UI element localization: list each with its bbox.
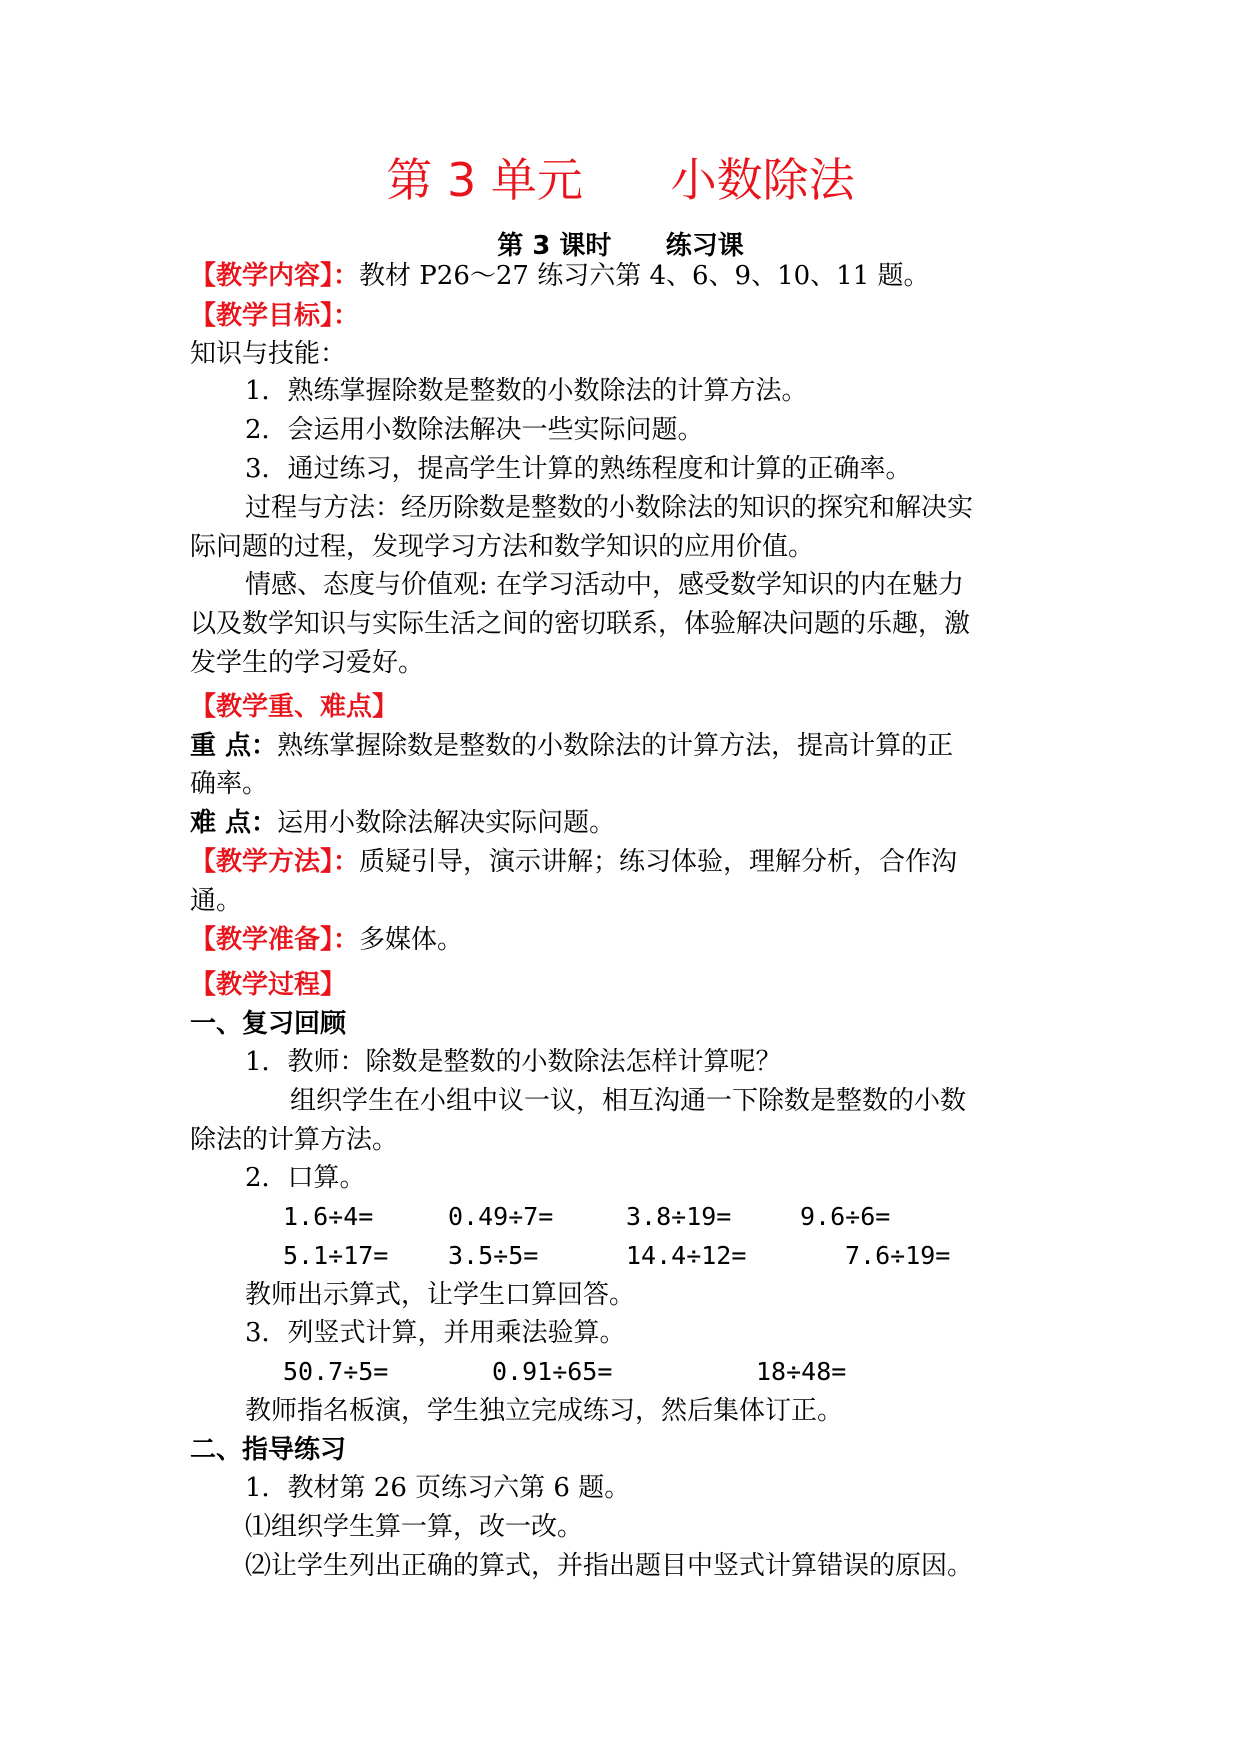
emotion-line-2: 以及数学知识与实际生活之间的密切联系，体验解决问题的乐趣，激 <box>190 609 971 639</box>
teaching-content-line <box>190 257 930 295</box>
vertical-exercise: 0.91÷65= <box>492 1357 613 1386</box>
vertical-note: 教师指名板演，学生独立完成练习，然后集体订正。 <box>245 1396 844 1426</box>
goal-item-3: 3．通过练习，提高学生计算的熟练程度和计算的正确率。 <box>245 454 912 484</box>
difficult-point-label: 难 点： <box>190 808 278 838</box>
oral-exercise: 1.6÷4= <box>283 1202 374 1231</box>
teaching-prep-label: 【教学准备】： <box>190 925 360 955</box>
review-item-1: 1．教师：除数是整数的小数除法怎样计算呢？ <box>245 1047 782 1077</box>
oral-exercise: 3.8÷19= <box>626 1202 732 1231</box>
oral-exercise: 14.4÷12= <box>626 1241 747 1270</box>
review-item-2: 2．口算。 <box>245 1163 366 1193</box>
oral-exercise: 0.49÷7= <box>448 1202 554 1231</box>
vertical-exercise: 18÷48= <box>756 1357 847 1386</box>
goal-item-1: 1．熟练掌握除数是整数的小数除法的计算方法。 <box>245 376 808 406</box>
oral-exercise: 5.1÷17= <box>283 1241 389 1270</box>
review-item-1-line-3: 除法的计算方法。 <box>190 1125 399 1155</box>
key-point-line-1: 重 点：熟练掌握除数是整数的小数除法的计算方法，提高计算的正 <box>190 731 954 761</box>
emotion-line-3: 发学生的学习爱好。 <box>190 648 425 678</box>
practice-item-1: 1．教材第 26 页练习六第 6 题。 <box>245 1473 631 1503</box>
key-point-line-2: 确率。 <box>190 769 269 799</box>
teaching-prep-line: 【教学准备】：多媒体。 <box>190 925 464 955</box>
process-method-line-2: 际问题的过程，发现学习方法和数学知识的应用价值。 <box>190 532 815 562</box>
section-practice-heading: 二、指导练习 <box>190 1435 347 1465</box>
teaching-method-label: 【教学方法】： <box>190 847 360 877</box>
review-item-3: 3．列竖式计算，并用乘法验算。 <box>245 1318 626 1348</box>
oral-note: 教师出示算式，让学生口算回答。 <box>245 1280 636 1310</box>
unit-title: 第 3 单元 小数除法 <box>386 153 855 207</box>
knowledge-heading: 知识与技能： <box>190 339 347 369</box>
process-method-line-1: 过程与方法：经历除数是整数的小数除法的知识的探究和解决实 <box>245 493 974 523</box>
teaching-process-label: 【教学过程】 <box>190 970 347 1000</box>
emotion-line-1: 情感、态度与价值观: 在学习活动中，感受数学知识的内在魅力 <box>245 570 965 600</box>
goal-item-2: 2．会运用小数除法解决一些实际问题。 <box>245 415 704 445</box>
practice-sub-2: ⑵让学生列出正确的算式，并指出题目中竖式计算错误的原因。 <box>245 1551 974 1581</box>
teaching-goals-label: 【教学目标】： <box>190 301 360 331</box>
keypoints-label: 【教学重、难点】 <box>190 692 399 722</box>
oral-exercise: 9.6÷6= <box>800 1202 891 1231</box>
difficult-point-line: 难 点：运用小数除法解决实际问题。 <box>190 808 616 838</box>
vertical-exercise: 50.7÷5= <box>283 1357 389 1386</box>
teaching-content-text: 教材 P26～27 练习六第 4、6、9、10、11 题。 <box>359 261 930 291</box>
practice-sub-1: ⑴组织学生算一算，改一改。 <box>245 1512 584 1542</box>
section-review-heading: 一、复习回顾 <box>190 1009 347 1039</box>
key-point-label: 重 点： <box>190 731 278 761</box>
teaching-method-line-2: 通。 <box>190 886 243 916</box>
review-item-1-line-2: 组织学生在小组中议一议，相互沟通一下除数是整数的小数 <box>290 1086 967 1116</box>
lesson-subtitle: 第 3 课时 练习课 <box>497 231 744 261</box>
oral-exercise: 7.6÷19= <box>845 1241 951 1270</box>
oral-exercise: 3.5÷5= <box>448 1241 539 1270</box>
teaching-content-label: 【教学内容】： <box>190 261 360 291</box>
teaching-method-line-1: 【教学方法】：质疑引导，演示讲解；练习体验，理解分析，合作沟 <box>190 847 958 877</box>
